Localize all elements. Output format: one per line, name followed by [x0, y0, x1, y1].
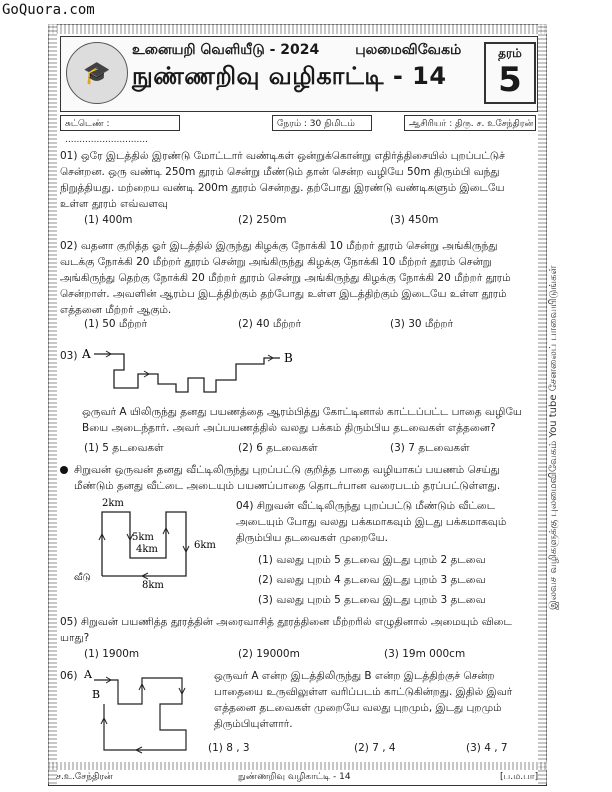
q6-option-3[interactable]: (3) 4 , 7 — [466, 742, 508, 754]
q1-option-3[interactable]: (3) 450m — [390, 214, 439, 226]
question-number: 01) — [60, 150, 78, 162]
map-label-4km: 4km — [136, 544, 158, 555]
question-text: சிறுவன் வீட்டிலிருந்து புறப்பட்டு மீண்டும் வீட்டை அடையும் போது வலது பக்கமாகவும் இடது பக்கமாகவும் திரும்பிய தடவைகள் முறையே. — [236, 500, 507, 544]
footer-author: ச.உ.சேந்திரன் — [56, 772, 113, 782]
author-label: ஆசிரியர் : திரு. ச. உசேந்திரன் — [404, 115, 536, 131]
q5-option-1[interactable]: (1) 1900m — [84, 648, 140, 660]
map-label-5km: 5km — [132, 532, 154, 543]
brand-label: புலமைவிவேகம் — [355, 42, 462, 58]
info-row — [60, 115, 536, 145]
side-promo-text: இலவச வழிகளுக்கு புலமைவிவேகம் You tube சேனலைப் பாவையிடுங்கள் — [548, 265, 559, 610]
index-number-field: சுட்டெண் : ............................. — [60, 115, 180, 131]
question-2 — [60, 238, 532, 318]
q6-label-b: B — [92, 688, 101, 701]
map-label-2km: 2km — [102, 498, 124, 509]
question-3-number: 03) — [60, 350, 78, 362]
map-label-8km: 8km — [142, 580, 164, 590]
question-4 — [236, 498, 532, 546]
q4-option-2[interactable]: (2) வலது புறம் 4 தடவை இடது புறம் 3 தடவை — [258, 574, 486, 586]
q6-option-1[interactable]: (1) 8 , 3 — [208, 742, 250, 754]
q3-option-1[interactable]: (1) 5 தடவைகள் — [84, 442, 164, 454]
question-text: ஒரே இடத்தில் இரண்டு மோட்டார் வண்டிகள் ஒன்றுக்கொன்று எதிர்த்திசையில் புறப்பட்டுச் சென்றன. ஒரு வண்டி 250m தூரம் சென்று மீண்டும் தான் சென்ற வழியே 50m திரும்பி வந்து நிறுத்தியது. மற்றைய வண்டி 200m தூரம் சென்றது. தற்போது இரண்டு வண்டிகளும் இடையே உள்ள தூரம் எவ்வளவு — [60, 150, 505, 210]
border-pattern-bottom — [48, 762, 547, 770]
publication-label: உனையறி வெளியீடு - 2024 — [132, 42, 320, 58]
question-text: வதனா குறித்த ஓர் இடத்தில் இருந்து கிழக்கு நோக்கி 10 மீற்றர் தூரம் சென்று அங்கிருந்து வடக்கு நோக்கி 20 மீற்றர் தூரம் சென்று அங்கிருந்து கிழக்கு நோக்கி 10 மீற்றர் தூரம் சென்று அங்கிருந்து தெற்கு நோக்கி 20 மீற்றர் தூரம் சென்று அங்கிருந்து கிழக்கு நோக்கி 20 மீற்றர் தூரம் சென்றாள். அவளின் ஆரம்ப இடத்திற்கும் தற்போது உள்ள இடத்திற்கும் இடையே உள்ள தூரம் எத்தனை மீற்றர் ஆகும். — [60, 240, 511, 316]
q5-option-2[interactable]: (2) 19000m — [238, 648, 300, 660]
border-pattern-right — [538, 24, 547, 784]
watermark: GoQuora.com — [2, 2, 95, 18]
question-number: 05) — [60, 616, 78, 628]
grade-label: தரம் — [498, 46, 522, 60]
map-label-6km: 6km — [194, 540, 216, 551]
question-text: சிறுவன் பயணித்த தூரத்தின் அரைவாசித் தூரத்தினை மீற்றரில் எழுதினால் அமையும் விடை யாது? — [60, 616, 512, 644]
border-pattern-left — [48, 24, 57, 784]
q6-path-diagram — [82, 664, 202, 756]
graduate-logo-icon: 🎓 — [66, 42, 128, 104]
question-number: 04) — [236, 500, 254, 512]
question-5 — [60, 614, 532, 646]
footer — [48, 772, 547, 786]
q3-path-diagram — [78, 344, 328, 400]
question-1 — [60, 148, 532, 212]
footer-title: நுண்ணறிவு வழிகாட்டி - 14 — [238, 772, 351, 782]
question-3-text: ஒருவர் A யிலிருந்து தனது பயணத்தை ஆரம்பித்து கோட்டினால் காட்டப்பட்ட பாதை வழியே Bயை அடைந்தார். அவர் அப்பயணத்தில் வலது பக்கம் திரும்பிய தடவைகள் எத்தனை? — [82, 406, 522, 434]
passage-text: சிறுவன் ஒருவன் தனது வீட்டிலிருந்து புறப்பட்டு குறித்த பாதை வழியாகப் பயணம் செய்து மீண்டும் தனது வீட்டை அடையும் பயணப்பாதை தொடர்பான வரைபடம் தரப்பட்டுள்ளது. — [74, 464, 501, 492]
question-number: 02) — [60, 240, 78, 252]
page-title: நுண்ணறிவு வழிகாட்டி - 14 — [132, 62, 447, 90]
time-label: நேரம் : 30 நிமிடம் — [272, 115, 372, 131]
q6-option-2[interactable]: (2) 7 , 4 — [354, 742, 396, 754]
question-6-number: 06) — [60, 670, 78, 682]
footer-code: [ப.ம.பா] — [500, 772, 539, 782]
q3-label-a: A — [82, 347, 91, 361]
home-route-map — [72, 494, 232, 590]
q5-option-3[interactable]: (3) 19m 000cm — [384, 648, 466, 660]
header-subtitle — [132, 42, 461, 60]
grade-number: 5 — [498, 60, 522, 100]
question-6-text: ஒருவர் A என்ற இடத்திலிருந்து B என்ற இடத்திற்குச் சென்ற பாதையை உருவிலுள்ள வரிப்படம் காட்டுகின்றது. இதில் இவர் எத்தனை தடவைகள் முறையே வலது புறமும், இடது புறமும் திரும்பியுள்ளார். — [214, 670, 513, 730]
q2-option-1[interactable]: (1) 50 மீற்றர் — [84, 318, 148, 330]
q1-option-2[interactable]: (2) 250m — [238, 214, 287, 226]
q3-path-line — [94, 354, 280, 392]
q3-option-2[interactable]: (2) 6 தடவைகள் — [238, 442, 318, 454]
grade-box — [484, 42, 536, 104]
q3-label-b: B — [284, 351, 293, 365]
q4-option-3[interactable]: (3) வலது புறம் 5 தடவை இடது புறம் 3 தடவை — [258, 594, 486, 606]
border-pattern-top — [48, 24, 547, 34]
bullet-icon — [60, 466, 68, 474]
q6-label-a: A — [84, 668, 92, 681]
q2-option-3[interactable]: (3) 30 மீற்றர் — [390, 318, 454, 330]
q3-option-3[interactable]: (3) 7 தடவைகள் — [390, 442, 470, 454]
q2-option-2[interactable]: (2) 40 மீற்றர் — [238, 318, 302, 330]
q4-option-1[interactable]: (1) வலது புறம் 5 தடவை இடது புறம் 2 தடவை — [258, 554, 486, 566]
q1-option-1[interactable]: (1) 400m — [84, 214, 133, 226]
map-label-home: வீடு — [74, 573, 91, 583]
